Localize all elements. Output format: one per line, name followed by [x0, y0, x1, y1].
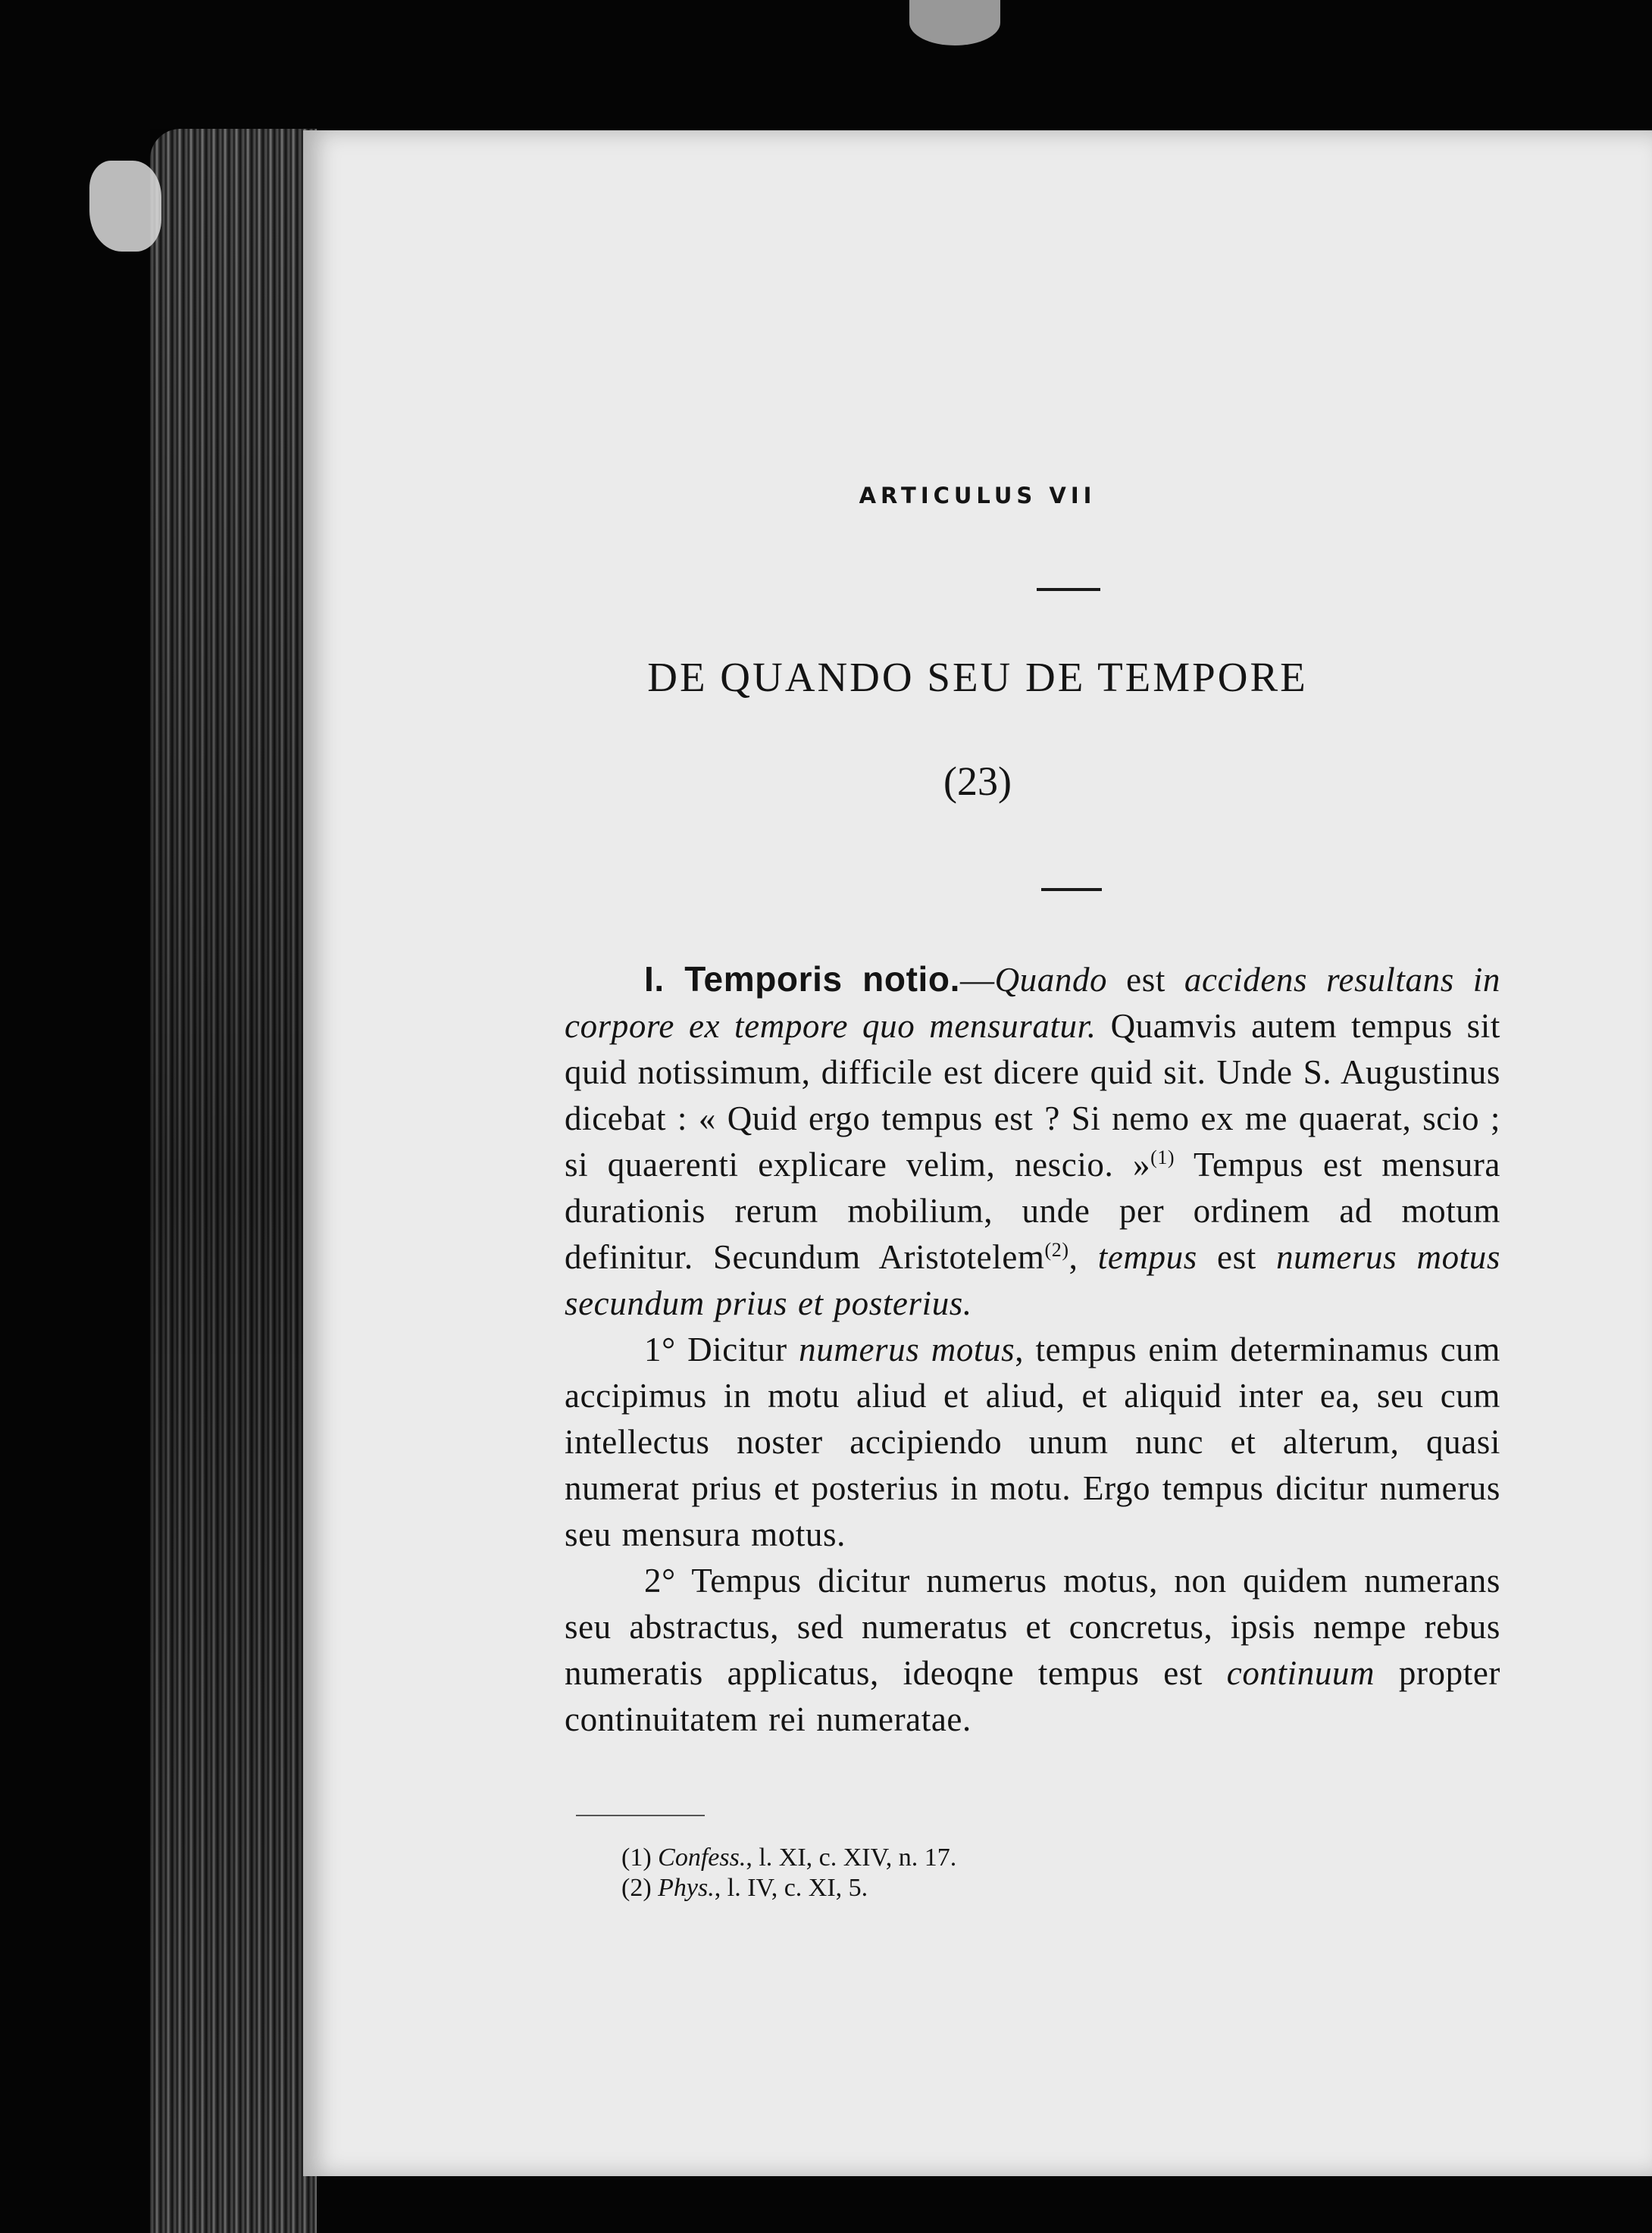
book-page-edge	[150, 129, 317, 2233]
body-text	[565, 956, 1500, 1743]
footnote-ref-1: (1)	[1150, 1146, 1175, 1168]
section-title: DE QUANDO SEU DE TEMPORE	[647, 654, 1308, 700]
footnotes	[621, 1843, 1531, 1903]
paragraph-3: 2° Tempus dicitur numerus motus, non quidem numerans seu abstractus, sed numeratus et concretus, ipsis nempe rebus numeratis applicatus, ideoqne tempus est continuum propter continuitatem rei numeratae.	[565, 1562, 1501, 1738]
footnote-1: (1) Confess., l. XI, c. XIV, n. 17.	[621, 1844, 957, 1872]
header-rule	[1037, 588, 1100, 591]
section-number: (23)	[943, 758, 1012, 804]
title-rule	[1041, 888, 1102, 891]
page-tab-mark	[89, 161, 161, 252]
paragraph-1: I. Temporis notio.—Quando est accidens resultans in corpore ex tempore quo mensuratur. Quamvis autem tempus sit quid notissimum, difficile est dicere quid sit. Unde S. Augustinus dicebat : « Quid ergo tempus est ? Si nemo ex me quaerat, scio ; si quaerenti explicare velim, nescio. »$^{(1)}$ Tempus est mensura durationis rerum mobilium, unde per ordinem ad motum definitur. Secundum Aristotelem$^{(2)}$, tempus est numerus motus secundum prius et posterius.	[565, 959, 1500, 1322]
paragraph-2: 1° Dicitur numerus motus, tempus enim determinamus cum accipimus in motu aliud et aliud, et aliquid inter ea, seu cum intellectus noster accipiendo unum nunc et alterum, quasi numerat prius et posterius in motu. Ergo tempus dicitur numerus seu mensura motus.	[565, 1331, 1500, 1553]
footnote-2: (2) Phys., l. IV, c. XI, 5.	[621, 1874, 868, 1902]
paragraph-lead: I. Temporis notio.	[644, 959, 960, 999]
footnote-ref-2: (2)	[1044, 1239, 1069, 1261]
book-page	[303, 130, 1652, 2176]
article-label: ARTICULUS VII	[859, 483, 1097, 508]
footnote-rule	[576, 1815, 705, 1816]
scan-artifact	[909, 0, 1000, 45]
